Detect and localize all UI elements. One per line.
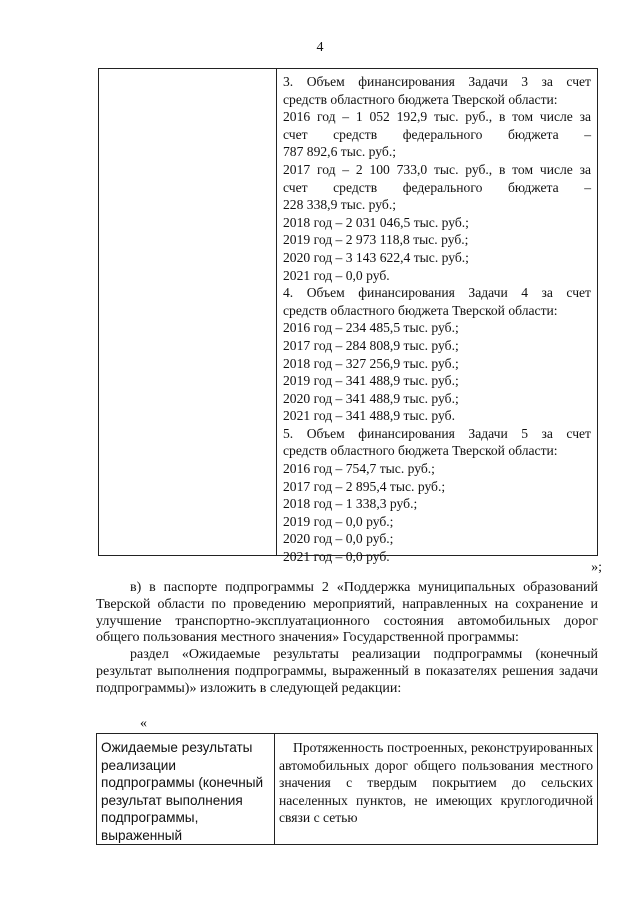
funding-line: 2020 год – 0,0 руб.; xyxy=(283,531,394,547)
page-number: 4 xyxy=(316,40,324,55)
funding-line: 2021 год – 0,0 руб. xyxy=(283,267,390,283)
funding-table-right-cell xyxy=(277,69,597,565)
funding-line: счет средств федерального бюджета – xyxy=(283,179,591,195)
funding-line: счет средств федерального бюджета – xyxy=(283,126,591,142)
funding-line: 2018 год – 1 338,3 руб.; xyxy=(283,496,418,512)
funding-line: 2018 год – 327 256,9 тыс. руб.; xyxy=(283,355,459,371)
funding-line: средств областного бюджета Тверской области: xyxy=(283,302,558,318)
opening-quote: « xyxy=(140,716,147,731)
paragraph-subprogram-2: в) в паспорте подпрограммы 2 «Поддержка муниципальных образований Тверской области по проведению мероприятий, направленных на сохранение и улучшение транспортно-эксплуатационного состояния автомобильных дорог общего пользования местного значения» Государственной программы: xyxy=(96,580,598,646)
expected-results-label-cell: Ожидаемые результаты реализации подпрограммы (конечный результат выполнения подпрограммы, выраженный xyxy=(97,734,275,844)
funding-line: 787 892,6 тыс. руб.; xyxy=(283,144,397,160)
closing-quote: »; xyxy=(591,560,602,575)
funding-line: 2021 год – 341 488,9 тыс. руб. xyxy=(283,408,455,424)
funding-line: 2016 год – 1 052 192,9 тыс. руб., в том числе за xyxy=(283,109,591,125)
funding-line: 2020 год – 3 143 622,4 тыс. руб.; xyxy=(283,249,469,265)
funding-line: 2017 год – 284 808,9 тыс. руб.; xyxy=(283,337,459,353)
funding-line: 2016 год – 754,7 тыс. руб.; xyxy=(283,461,435,477)
expected-results-value-cell: Протяженность построенных, реконструированных автомобильных дорог общего пользования местного значения с твердым покрытием до сельских населенных пунктов, не имеющих круглогодичной связи с сетью xyxy=(279,740,593,825)
funding-line: 2019 год – 0,0 руб.; xyxy=(283,513,394,529)
funding-line: средств областного бюджета Тверской области: xyxy=(283,91,558,107)
funding-line: средств областного бюджета Тверской области: xyxy=(283,443,558,459)
funding-table xyxy=(98,68,598,565)
expected-results-table xyxy=(96,733,598,845)
funding-line: 2017 год – 2 895,4 тыс. руб.; xyxy=(283,478,446,494)
funding-line: 2020 год – 341 488,9 тыс. руб.; xyxy=(283,390,459,406)
funding-table-left-cell xyxy=(99,69,277,555)
funding-line: 2019 год – 2 973 118,8 тыс. руб.; xyxy=(283,232,469,248)
funding-line: 4. Объем финансирования Задачи 4 за счет xyxy=(283,285,591,301)
funding-line: 2018 год – 2 031 046,5 тыс. руб.; xyxy=(283,214,469,230)
paragraph-section-expected-results: раздел «Ожидаемые результаты реализации подпрограммы (конечный результат выполнения подпрограммы, выраженный в показателях решения задачи подпрограммы)» изложить в следующей редакции: xyxy=(96,647,598,696)
funding-line: 2016 год – 234 485,5 тыс. руб.; xyxy=(283,320,459,336)
funding-line: 2019 год – 341 488,9 тыс. руб.; xyxy=(283,373,459,389)
funding-line: 228 338,9 тыс. руб.; xyxy=(283,197,397,213)
funding-line: 2021 год – 0,0 руб. xyxy=(283,549,390,565)
funding-line: 3. Объем финансирования Задачи 3 за счет xyxy=(283,74,591,89)
funding-line: 5. Объем финансирования Задачи 5 за счет xyxy=(283,425,591,441)
body-text xyxy=(96,580,598,698)
funding-line: 2017 год – 2 100 733,0 тыс. руб., в том числе за xyxy=(283,161,591,177)
